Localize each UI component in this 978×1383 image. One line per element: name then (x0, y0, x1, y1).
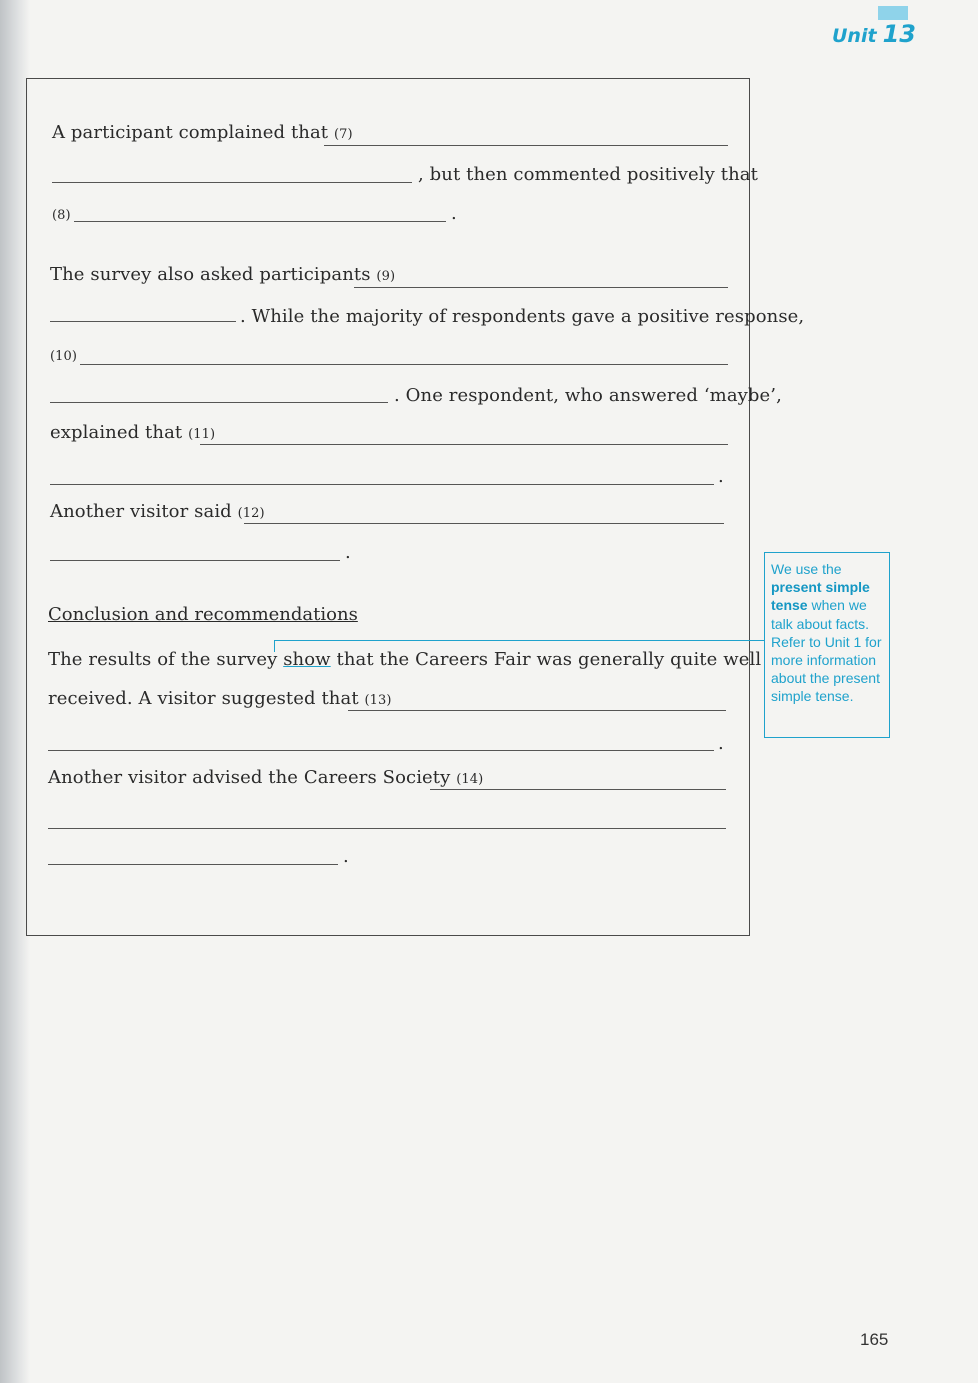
callout-text-body: when we talk about facts. Refer to Unit 1 for more information about the present simple tense. (771, 597, 882, 705)
period-12: . (345, 542, 351, 563)
sentence-12 (50, 501, 265, 522)
sentence-13 (48, 688, 392, 709)
blank-14a[interactable] (430, 789, 726, 790)
blank-number-10-wrap (50, 344, 77, 365)
conclusion-sentence-start: The results of the survey (48, 649, 278, 670)
blank-10b[interactable] (50, 402, 388, 403)
sentence-9-text: The survey also asked participants (50, 264, 371, 285)
blank-7a[interactable] (324, 145, 728, 146)
keyword-show: show (283, 649, 331, 670)
period-13: . (718, 733, 724, 754)
blank-8[interactable] (74, 221, 446, 222)
blank-10a[interactable] (80, 364, 728, 365)
sentence-7 (52, 122, 353, 143)
blank-14b[interactable] (48, 828, 726, 829)
sentence-12-text: Another visitor said (50, 501, 232, 522)
blank-number-10: (10) (50, 349, 78, 364)
blank-number-9: (9) (376, 269, 396, 284)
conclusion-sentence (48, 649, 761, 670)
sentence-8: , but then commented positively that (418, 164, 758, 185)
page-number: 165 (860, 1330, 889, 1349)
sentence-11b (50, 422, 215, 443)
blank-number-13: (13) (364, 693, 392, 708)
sentence-9 (50, 264, 395, 285)
blank-number-12: (12) (237, 506, 265, 521)
blank-13a[interactable] (348, 710, 726, 711)
sentence-7-text: A participant complained that (52, 122, 329, 143)
blank-number-7: (7) (333, 127, 353, 142)
unit-number: 13 (882, 20, 916, 48)
blank-number-11: (11) (188, 427, 216, 442)
unit-label (832, 20, 916, 48)
sentence-14-text: Another visitor advised the Careers Society (48, 767, 451, 788)
sentence-11b-text: explained that (50, 422, 183, 443)
blank-12b[interactable] (50, 560, 340, 561)
blank-9a[interactable] (354, 287, 728, 288)
conclusion-heading: Conclusion and recommendations (48, 604, 358, 625)
unit-flag (878, 6, 908, 20)
blank-11b[interactable] (50, 484, 714, 485)
conclusion-sentence-end: that the Careers Fair was generally quite well (336, 649, 762, 670)
callout-connector-stem (274, 640, 275, 652)
callout-bold-tense: tense (771, 597, 808, 614)
grammar-tip-callout (764, 552, 890, 738)
blank-7b[interactable] (52, 182, 412, 183)
sentence-14 (48, 767, 483, 788)
blank-14c[interactable] (48, 864, 338, 865)
period-8: . (451, 203, 457, 224)
callout-bold-term: present simple (771, 579, 870, 596)
sentence-11: . One respondent, who answered ‘maybe’, (394, 385, 782, 406)
blank-number-8: (8) (52, 208, 71, 223)
sentence-10: . While the majority of respondents gave a positive response, (240, 306, 805, 327)
callout-connector (274, 640, 764, 641)
blank-number-14: (14) (456, 772, 484, 787)
blank-13b[interactable] (48, 750, 714, 751)
blank-9b[interactable] (50, 321, 236, 322)
blank-12a[interactable] (244, 523, 724, 524)
callout-text-intro: We use the (771, 561, 842, 577)
period-11: . (718, 466, 724, 487)
blank-number-8-wrap (52, 203, 71, 224)
sentence-13-text: received. A visitor suggested that (48, 688, 359, 709)
unit-word: Unit (832, 25, 877, 47)
blank-11a[interactable] (200, 444, 728, 445)
period-14: . (343, 846, 349, 867)
